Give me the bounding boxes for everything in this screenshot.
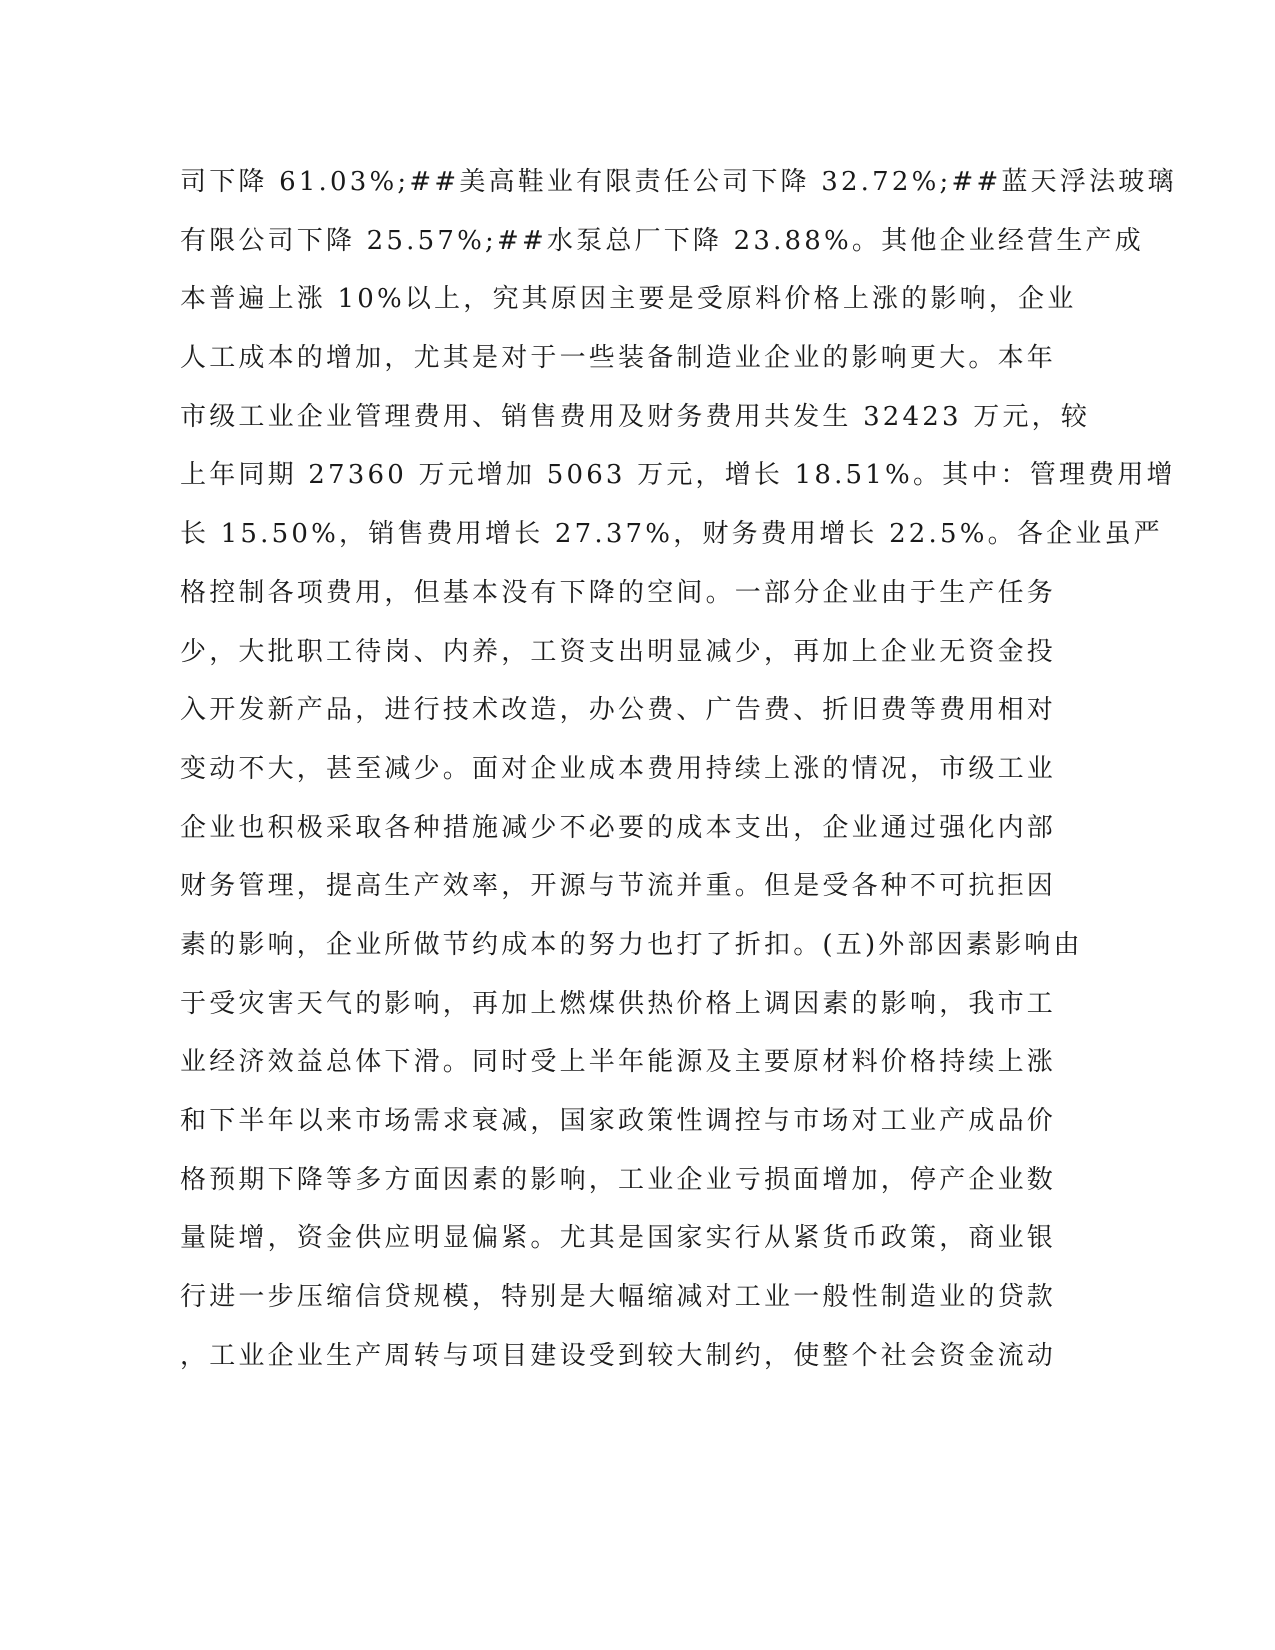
text-line: 人工成本的增加，尤其是对于一些装备制造业企业的影响更大。本年 <box>180 343 1057 374</box>
text-line: 上年同期 27360 万元增加 5063 万元，增长 18.51%。其中：管理费用增 <box>180 460 1176 491</box>
text-line: 入开发新产品，进行技术改造，办公费、广告费、折旧费等费用相对 <box>180 695 1057 726</box>
text-line: 和下半年以来市场需求衰减，国家政策性调控与市场对工业产成品价 <box>180 1106 1057 1136</box>
text-line: 有限公司下降 25.57%;##水泵总厂下降 23.88%。其他企业经营生产成 <box>180 225 1144 256</box>
text-line: 量陡增，资金供应明显偏紧。尤其是国家实行从紧货币政策，商业银 <box>180 1223 1057 1254</box>
text-line: 市级工业企业管理费用、销售费用及财务费用共发生 32423 万元，较 <box>180 401 1091 432</box>
text-line: 行进一步压缩信贷规模，特别是大幅缩减对工业一般性制造业的贷款 <box>180 1282 1057 1313</box>
text-line: 司下降 61.03%;##美高鞋业有限责任公司下降 32.72%;##蓝天浮法玻璃 <box>180 167 1177 197</box>
text-line: 企业也积极采取各种措施减少不必要的成本支出，企业通过强化内部 <box>180 812 1057 843</box>
body-text <box>180 160 1177 1392</box>
text-line: 财务管理，提高生产效率，开源与节流并重。但是受各种不可抗拒因 <box>180 871 1057 902</box>
text-line: 业经济效益总体下滑。同时受上半年能源及主要原材料价格持续上涨 <box>180 1047 1057 1078</box>
text-line: 本普遍上涨 10%以上，究其原因主要是受原料价格上涨的影响，企业 <box>180 284 1077 315</box>
text-line: 于受灾害天气的影响，再加上燃煤供热价格上调因素的影响，我市工 <box>180 988 1057 1019</box>
text-line: 素的影响，企业所做节约成本的努力也打了折扣。(五)外部因素影响由 <box>180 929 1083 960</box>
text-line: ，工业企业生产周转与项目建设受到较大制约，使整个社会资金流动 <box>180 1340 1057 1371</box>
text-line: 长 15.50%，销售费用增长 27.37%，财务费用增长 22.5%。各企业虽严 <box>180 519 1163 550</box>
text-line: 变动不大，甚至减少。面对企业成本费用持续上涨的情况，市级工业 <box>180 753 1057 784</box>
text-line: 格预期下降等多方面因素的影响，工业企业亏损面增加，停产企业数 <box>180 1164 1057 1195</box>
text-line: 少，大批职工待岗、内养，工资支出明显减少，再加上企业无资金投 <box>180 636 1057 667</box>
text-line: 格控制各项费用，但基本没有下降的空间。一部分企业由于生产任务 <box>180 577 1057 608</box>
